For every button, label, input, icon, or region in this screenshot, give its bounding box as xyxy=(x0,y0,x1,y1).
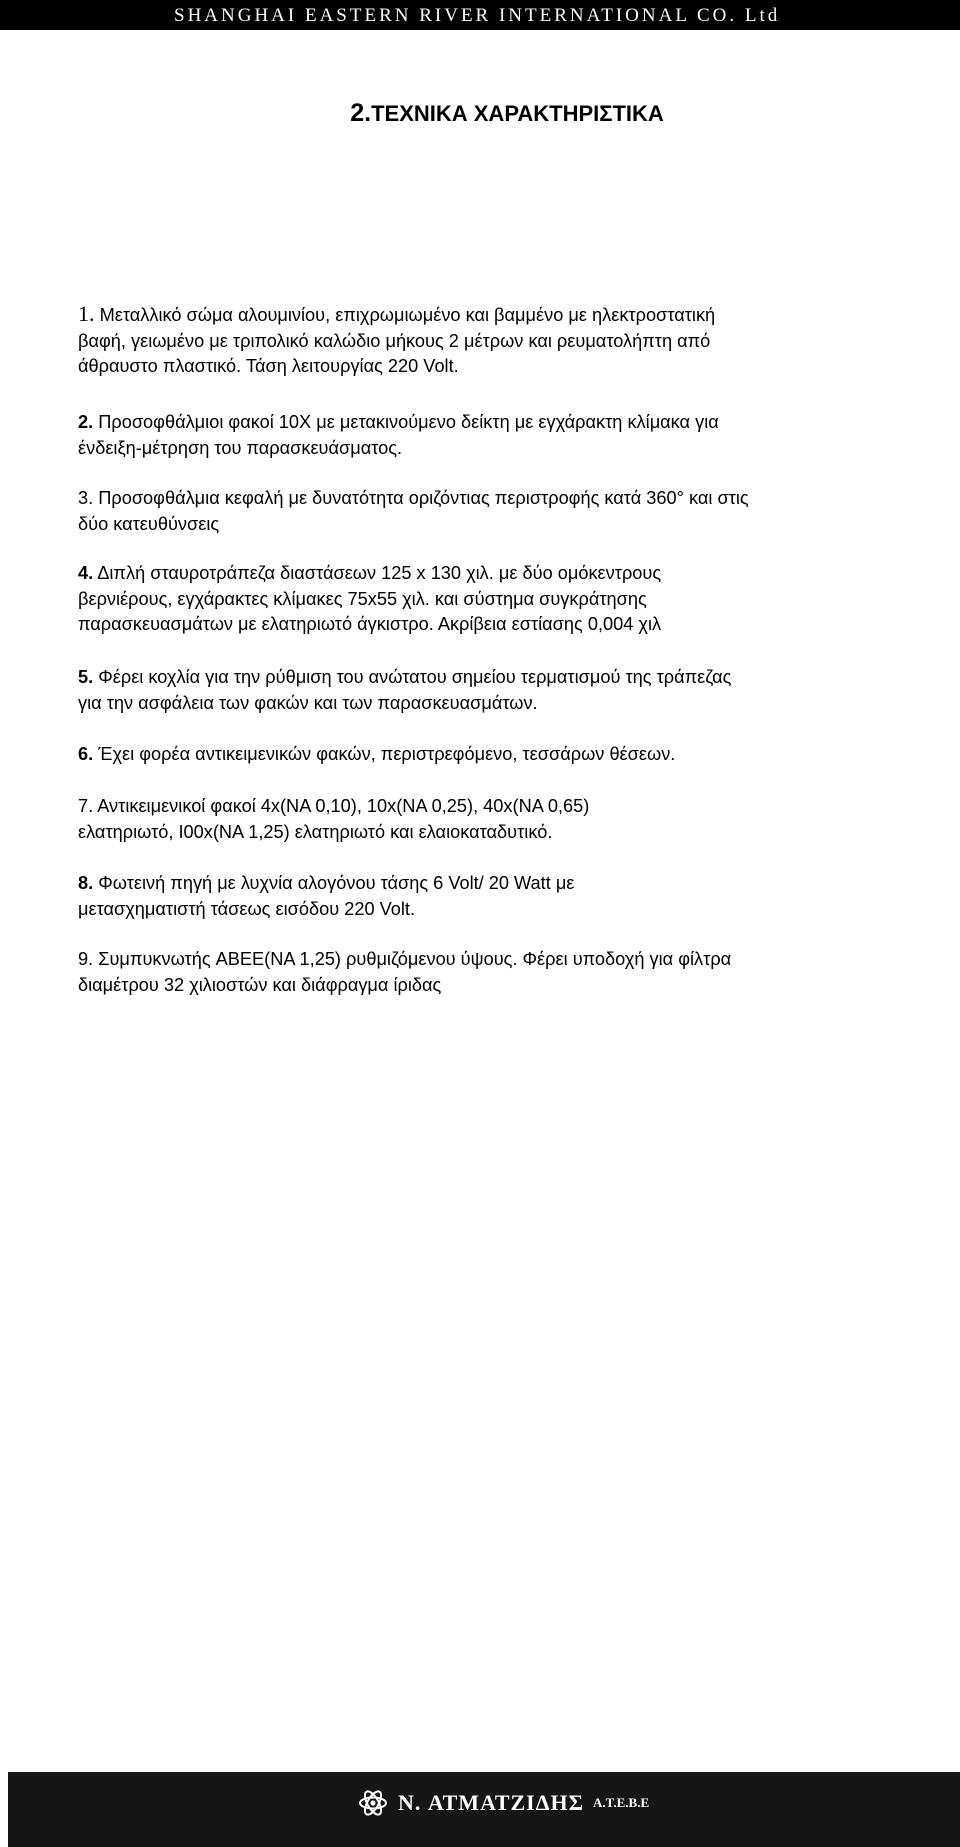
spec-item-line: μετασχηματιστή τάσεως εισόδου 220 Volt. xyxy=(78,898,416,919)
spec-item-7 xyxy=(78,794,898,845)
spec-item-line: Προσοφθάλμιοι φακοί 10Χ με μετακινούμενο δείκτη με εγχάρακτη κλίμακα για xyxy=(98,412,719,432)
spec-item-number: 9. xyxy=(78,949,94,969)
spec-item-line: Διπλή σταυροτράπεζα διαστάσεων 125 x 130 χιλ. με δύο ομόκεντρους xyxy=(97,563,662,583)
footer-band xyxy=(8,1772,960,1847)
spec-item-line: ελατηριωτό, I00x(NA 1,25) ελατηριωτό και ελαιοκαταδυτικό. xyxy=(78,821,553,842)
spec-item-line: Αντικειμενικοί φακοί 4x(NA 0,10), 10x(NA 0,25), 40x(NA 0,65) xyxy=(97,796,590,816)
spec-item-5 xyxy=(78,665,898,716)
spec-item-number: 4. xyxy=(78,563,94,583)
spec-item-line: βερνιέρους, εγχάρακτες κλίμακες 75x55 χιλ. και σύστημα συγκράτησης xyxy=(78,588,647,609)
spec-item-line: Φέρει κοχλία για την ρύθμιση του ανώτατου σημείου τερματισμού της τράπεζας xyxy=(98,667,732,687)
spec-item-number: 5. xyxy=(78,667,94,687)
atom-logo-icon xyxy=(358,1788,388,1818)
footer-company-name: N. ΑΤΜΑΤΖΙΔΗΣ xyxy=(398,1790,585,1815)
spec-item-4 xyxy=(78,561,898,638)
spec-item-8 xyxy=(78,871,898,922)
spec-item-number: 2. xyxy=(78,412,94,432)
footer-logo xyxy=(358,1788,649,1818)
spec-item-line: Συμπυκνωτής ABEE(NA 1,25) ρυθμιζόμενου ύψους. Φέρει υποδοχή για φίλτρα xyxy=(98,949,732,969)
spec-item-number: 7. xyxy=(78,796,94,816)
spec-item-line: Μεταλλικό σώμα αλουμινίου, επιχρωμιωμένο και βαμμένο με ηλεκτροστατική xyxy=(99,305,716,325)
spec-item-line: Φωτεινή πηγή με λυχνία αλογόνου τάσης 6 Volt/ 20 Watt με xyxy=(98,873,575,893)
page-title xyxy=(0,98,960,129)
spec-item-2 xyxy=(78,410,898,461)
spec-item-number: 8. xyxy=(78,873,94,893)
spec-item-line: δύο κατευθύνσεις xyxy=(78,513,220,534)
spec-item-3 xyxy=(78,486,898,537)
spec-item-line: παρασκευασμάτων με ελατηριωτό άγκιστρο. Ακρίβεια εστίασης 0,004 χιλ xyxy=(78,614,662,635)
spec-item-line: για την ασφάλεια των φακών και των παρασκευασμάτων. xyxy=(78,692,538,713)
spec-item-line: Προσοφθάλμια κεφαλή με δυνατότητα οριζόντιας περιστροφής κατά 360° και στις xyxy=(98,488,749,508)
title-text: ΤΕΧΝΙΚΑ ΧΑΡΑΚΤΗΡΙΣΤΙΚΑ xyxy=(371,101,664,126)
footer-company-suffix: Α.Τ.Ε.Β.Ε xyxy=(593,1795,650,1810)
company-banner: SHANGHAI EASTERN RIVER INTERNATIONAL CO. Ltd xyxy=(0,0,960,30)
spec-item-line: ένδειξη-μέτρηση του παρασκευάσματος. xyxy=(78,437,403,458)
spec-item-line: άθραυστο πλαστικό. Τάση λειτουργίας 220 Volt. xyxy=(78,356,459,377)
spec-item-9 xyxy=(78,947,898,998)
spec-item-6 xyxy=(78,742,898,768)
spec-item-number: 6. xyxy=(78,744,94,764)
spec-item-number: 3. xyxy=(78,488,94,508)
spec-item-line: Έχει φορέα αντικειμενικών φακών, περιστρεφόμενο, τεσσάρων θέσεων. xyxy=(98,744,676,764)
spec-item-number: 1. xyxy=(78,301,95,326)
spec-item-1 xyxy=(78,301,898,380)
title-number: 2. xyxy=(350,99,372,127)
spec-item-line: διαμέτρου 32 χιλιοστών και διάφραγμα ίριδας xyxy=(78,974,442,995)
spec-item-line: βαφή, γειωμένο με τριπολικό καλώδιο μήκους 2 μέτρων και ρευματολήπτη από xyxy=(78,330,711,351)
